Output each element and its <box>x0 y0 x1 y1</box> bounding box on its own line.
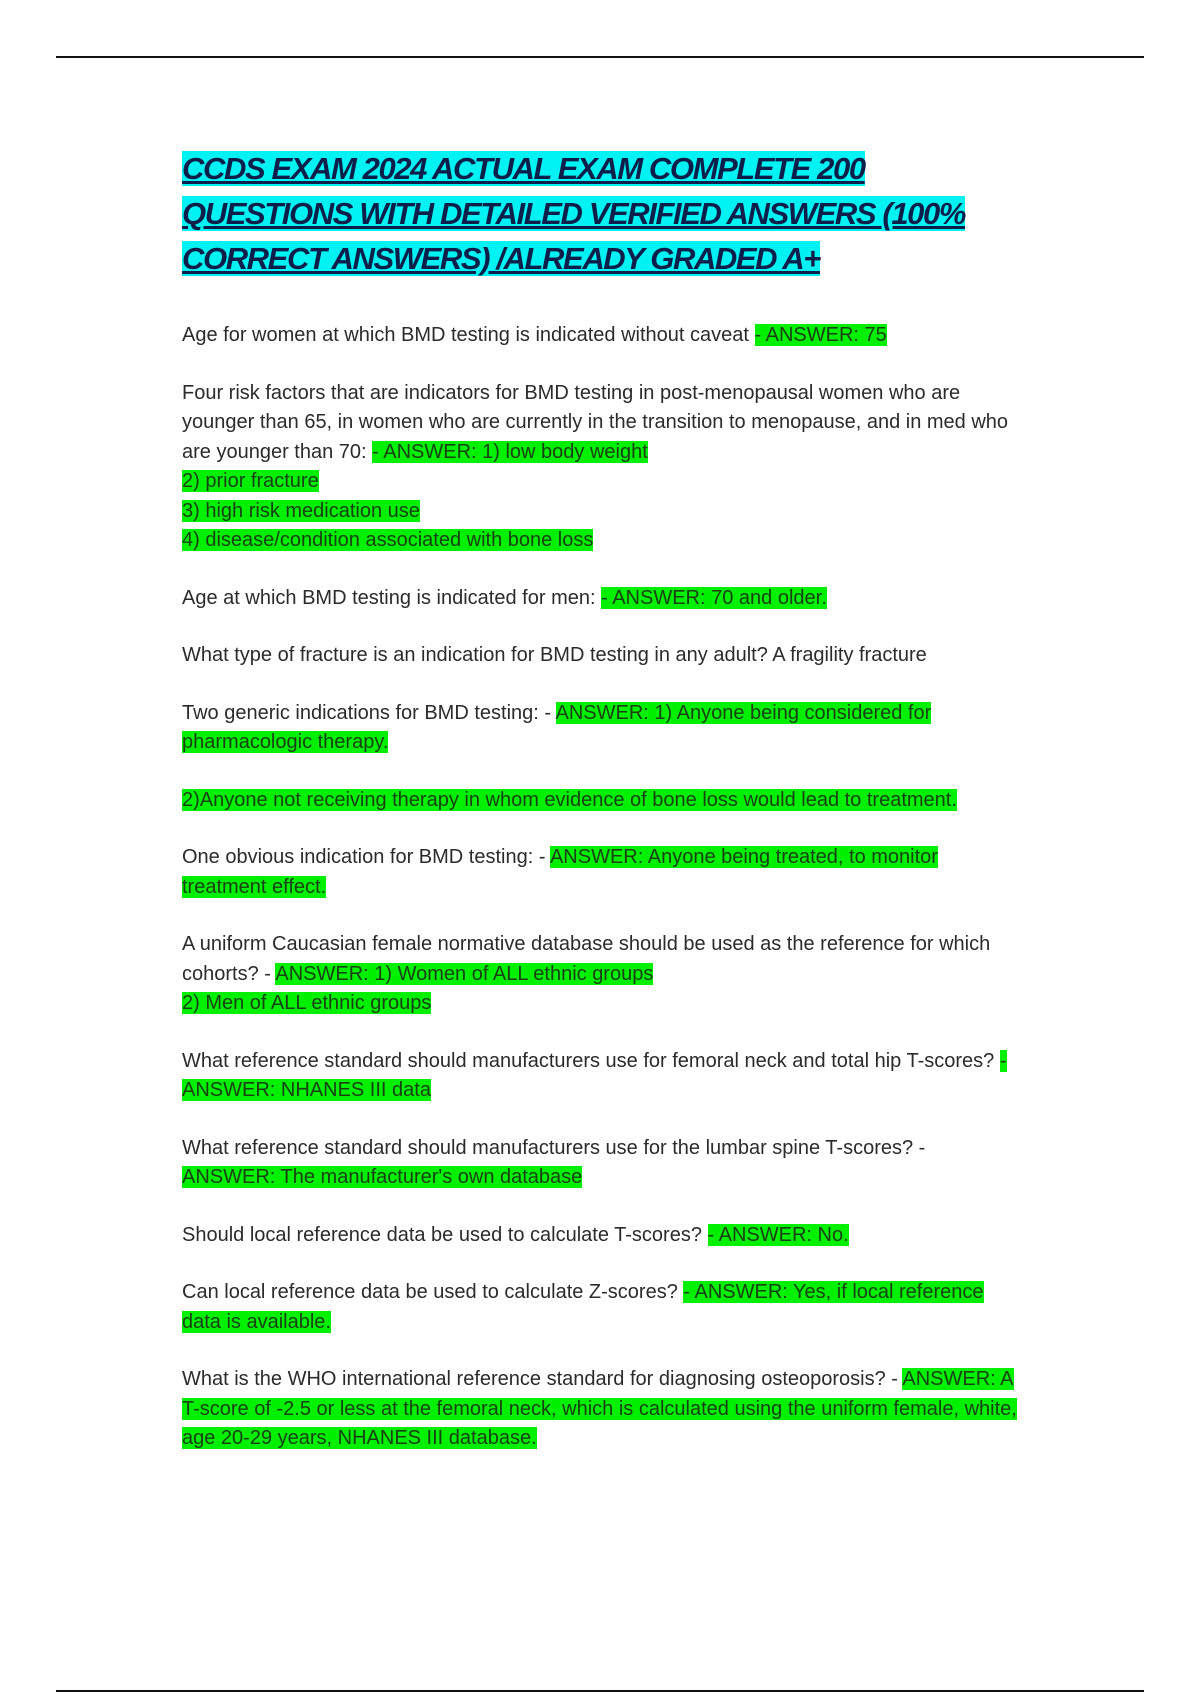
answer-line: 4) disease/condition associated with bone loss <box>182 529 594 551</box>
question-text: Age at which BMD testing is indicated for men: <box>182 586 602 609</box>
answer-text: ANSWER: Anyone being treated, to monitor treatment effect. <box>182 846 938 898</box>
qa-item <box>182 1134 1022 1193</box>
qa-item <box>182 843 1022 902</box>
question-text: Should local reference data be used to calculate T-scores? <box>182 1223 708 1246</box>
qa-item <box>182 321 1022 351</box>
qa-item <box>182 699 1022 758</box>
qa-item <box>182 1221 1022 1251</box>
question-text: What is the WHO international reference standard for diagnosing osteoporosis? - <box>182 1368 903 1390</box>
answer-text: - ANSWER: Yes, if local reference data is available. <box>182 1281 984 1333</box>
answer-text: ANSWER: 1) Anyone being considered for pharmacologic therapy. <box>182 701 932 753</box>
title-line-1: CCDS EXAM 2024 ACTUAL EXAM COMPLETE 200 <box>182 151 865 186</box>
answer-text: - ANSWER: No. <box>707 1223 849 1246</box>
answer-text: - ANSWER: 70 and older. <box>601 586 827 609</box>
document-title <box>182 146 1022 281</box>
answer-text: - ANSWER: NHANES III data <box>182 1049 1007 1101</box>
question-text: Two generic indications for BMD testing: - <box>182 701 556 724</box>
bottom-rule <box>56 1690 1144 1692</box>
answer-text: ANSWER: A T-score of -2.5 or less at the femoral neck, which is calculated using the uniform female, white, age 20-29 years, NHANES III database. <box>182 1368 1017 1449</box>
top-rule <box>56 56 1144 58</box>
answer-text: - ANSWER: 1) low body weight <box>372 440 648 463</box>
qa-item <box>182 379 1022 556</box>
answer-text: - ANSWER: 75 <box>754 324 887 346</box>
qa-item <box>182 584 1022 614</box>
question-text: A uniform Caucasian female normative database should be used as the reference for which cohorts? - <box>182 933 991 985</box>
question-text: What reference standard should manufacturers use for femoral neck and total hip T-scores? <box>182 1049 1000 1072</box>
title-line-3: CORRECT ANSWERS) /ALREADY GRADED A+ <box>182 241 820 276</box>
document-body <box>182 146 1022 1482</box>
question-text: Can local reference data be used to calculate Z-scores? <box>182 1281 684 1303</box>
question-text: Four risk factors that are indicators for BMD testing in post-menopausal women who are younger than 65, in women who are currently in the transition to menopause, and in med who are younger than 70: <box>182 381 1009 463</box>
answer-line: 3) high risk medication use <box>182 499 420 522</box>
answer-text: ANSWER: 1) Women of ALL ethnic groups <box>275 962 654 985</box>
question-text: One obvious indication for BMD testing: - <box>182 846 550 868</box>
answer-line: 2) prior fracture <box>182 470 319 492</box>
qa-item <box>182 1047 1022 1106</box>
qa-item <box>182 1365 1022 1454</box>
qa-item <box>182 641 1022 671</box>
qa-item <box>182 1278 1022 1337</box>
question-text: Age for women at which BMD testing is indicated without caveat <box>182 324 755 346</box>
qa-item <box>182 930 1022 1019</box>
title-line-2: QUESTIONS WITH DETAILED VERIFIED ANSWERS (100% <box>182 196 966 231</box>
question-text: What type of fracture is an indication for BMD testing in any adult? A fragility fracture <box>182 644 927 666</box>
qa-item <box>182 786 1022 816</box>
answer-line: 2) Men of ALL ethnic groups <box>182 992 432 1014</box>
answer-text: ANSWER: The manufacturer's own database <box>182 1166 583 1188</box>
question-text: What reference standard should manufacturers use for the lumbar spine T-scores? - <box>182 1136 926 1159</box>
answer-text: 2)Anyone not receiving therapy in whom evidence of bone loss would lead to treatment. <box>182 788 957 811</box>
